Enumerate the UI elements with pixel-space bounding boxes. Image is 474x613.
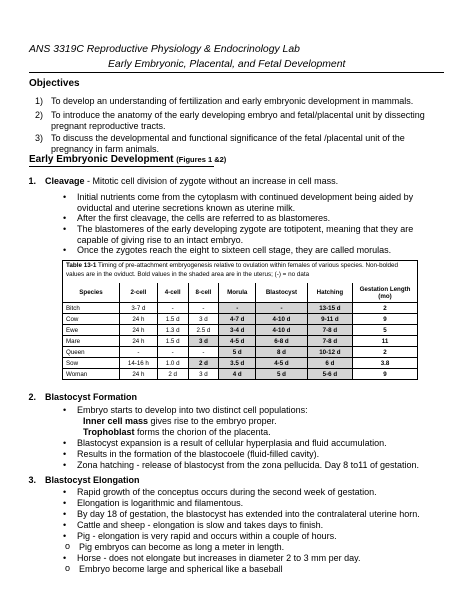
embryogenesis-table [62,260,418,380]
table-cell: 5 d [219,347,256,358]
term: Trophoblast [83,427,135,437]
bullet-item: • Embryo starts to develop into two distinct cell populations: [77,405,447,416]
objective-text: To discuss the developmental and functional significance of the fetal /placental unit of the pregnancy in farm animals. [51,133,405,154]
table-cell: 9 [353,369,418,380]
table-cell: 6 d [307,358,352,369]
bullet-item: • Cattle and sheep - elongation is slow and takes days to finish. [77,520,447,531]
table-cell: 24 h [120,314,158,325]
table-row [63,369,417,380]
table-cell: 24 h [120,369,158,380]
table-cell: 14-16 h [120,358,158,369]
objectives-heading: Objectives [29,78,80,89]
table-cell: - [188,303,219,314]
circle-bullet-icon: o [65,563,71,573]
item-title: Cleavage [45,176,85,186]
objective-item [35,96,443,107]
bullet-item: • Rapid growth of the conceptus occurs during the second week of gestation. [77,487,447,498]
sub-bullet-text: Pig embryos can become as long a meter in length. [79,542,285,552]
table-cell: 2 [353,347,418,358]
table-cell: 1.5 d [157,314,188,325]
bullet-item: • Pig - elongation is very rapid and occurs within a couple of hours. [77,531,447,542]
item-title: Blastocyst Formation [45,392,138,402]
bullet-item: • Blastocyst expansion is a result of cellular hyperplasia and fluid accumulation. [77,438,447,449]
table-cell: 1.0 d [157,358,188,369]
table-row [63,347,417,358]
table-cell: 4-5 d [219,336,256,347]
objective-number: 2) [35,110,44,120]
column-header: 8-cell [188,283,219,303]
header-divider [29,72,444,73]
table-caption-text: Timing of pre-attachment embryogenesis relative to ovulation within females of various species. Non-bolded values are in the oviduct. Bold values in the shaded area are in the uterus; (-) = no data [66,262,399,278]
table-cell: 1.3 d [157,325,188,336]
column-header: Hatching [307,283,352,303]
section-heading [29,154,226,165]
objective-number: 3) [35,133,44,143]
table-cell: - [157,347,188,358]
table-cell: - [219,303,256,314]
elongation-heading [14,475,140,485]
table-cell: 24 h [120,336,158,347]
item-number: 2. [28,392,36,402]
table-caption-label: Table 13-1 [66,262,97,269]
section-underline [29,166,214,167]
bullet-item: • Once the zygotes reach the eight to sixteen cell stage, they are called morulas. [77,245,447,256]
table-cell: 13-15 d [307,303,352,314]
table-cell: 4-10 d [256,314,308,325]
table-cell: 4-7 d [219,314,256,325]
table-cell: 5 [353,325,418,336]
table-cell: 4 d [219,369,256,380]
table-cell: 2.5 d [188,325,219,336]
objective-text: To introduce the anatomy of the early developing embryo and fetal/placental unit by dissecting pregnant reproductive tracts. [51,110,425,131]
table-cell: 5 d [256,369,308,380]
table-header-row [63,283,417,303]
table-caption [63,261,417,283]
definition: gives rise to the embryo proper. [148,416,277,426]
column-header: 4-cell [157,283,188,303]
table-cell: 3-4 d [219,325,256,336]
table-row [63,358,417,369]
column-header: 2-cell [120,283,158,303]
table-cell: 4-10 d [256,325,308,336]
objective-text: To develop an understanding of fertilization and early embryonic development in mammals. [51,96,414,106]
table-cell: 9-11 d [307,314,352,325]
table-cell: 5-6 d [307,369,352,380]
table-cell: 3.5 d [219,358,256,369]
sub-bullet-text: Embryo become large and spherical like a baseball [79,564,283,574]
data-table [63,283,417,379]
trophoblast-line [83,427,443,438]
table-cell: Bitch [63,303,120,314]
objective-item [35,110,443,131]
term: Inner cell mass [83,416,149,426]
table-cell: Queen [63,347,120,358]
table-cell: 3.8 [353,358,418,369]
table-cell: Woman [63,369,120,380]
table-cell: 24 h [120,325,158,336]
table-cell: 6-8 d [256,336,308,347]
table-cell: 3 d [188,314,219,325]
circle-bullet-icon: o [65,541,71,551]
table-cell: - [157,303,188,314]
table-row [63,303,417,314]
sub-bullet-item [65,563,439,575]
objective-item [35,133,443,154]
table-cell: Sow [63,358,120,369]
inner-cell-mass-line [83,416,443,427]
item-desc: - Mitotic cell division of zygote without an increase in cell mass. [84,176,339,186]
table-cell: Cow [63,314,120,325]
objective-number: 1) [35,96,44,106]
section-title: Early Embryonic Development [29,154,174,165]
sub-bullet-item [65,541,439,553]
table-row [63,314,417,325]
bullet-item: • After the first cleavage, the cells are referred to as blastomeres. [77,213,447,224]
column-header: Gestation Length (mo) [353,283,418,303]
bullet-item: • Elongation is logarithmic and filamentous. [77,498,447,509]
table-cell: - [188,347,219,358]
bullet-item: • The blastomeres of the early developing zygote are totipotent, meaning that they are capable of giving rise to an intact embryo. [77,224,447,245]
bullet-item: • Zona hatching - release of blastocyst from the zona pellucida. Day 8 to11 of gestation. [77,460,447,471]
bullet-item: • Initial nutrients come from the cytoplasm with continued development being aided by oviductal and uterine secretions known as uterine milk. [77,192,447,213]
table-cell: Ewe [63,325,120,336]
table-cell: 7-8 d [307,325,352,336]
table-cell: 3 d [188,369,219,380]
table-cell: 2 d [157,369,188,380]
bullet-item: • By day 18 of gestation, the blastocyst has extended into the contralateral uterine horn. [77,509,447,520]
course-title: ANS 3319C Reproductive Physiology & Endocrinology Lab [29,44,300,55]
table-cell: 2 d [188,358,219,369]
blastocyst-heading [14,392,137,402]
table-cell: 11 [353,336,418,347]
table-cell: - [256,303,308,314]
table-cell: 3-7 d [120,303,158,314]
table-cell: 7-8 d [307,336,352,347]
definition: forms the chorion of the placenta. [134,427,271,437]
table-cell: Mare [63,336,120,347]
column-header: Species [63,283,120,303]
section-figure-ref: (Figures 1 &2) [176,155,227,164]
table-row [63,325,417,336]
table-cell: 4-5 d [256,358,308,369]
table-cell: 1.5 d [157,336,188,347]
item-title: Blastocyst Elongation [45,475,140,485]
item-number: 1. [28,176,36,186]
lab-title: Early Embryonic, Placental, and Fetal Development [108,59,346,70]
table-cell: 2 [353,303,418,314]
item-number: 3. [28,475,36,485]
table-row [63,336,417,347]
bullet-item: • Horse - does not elongate but increases in diameter 2 to 3 mm per day. [77,553,447,564]
table-cell: - [120,347,158,358]
table-cell: 3 d [188,336,219,347]
bullet-item: • Results in the formation of the blastocoele (fluid-filled cavity). [77,449,447,460]
column-header: Morula [219,283,256,303]
table-cell: 9 [353,314,418,325]
table-cell: 8 d [256,347,308,358]
cleavage-heading [14,176,338,186]
table-cell: 10-12 d [307,347,352,358]
column-header: Blastocyst [256,283,308,303]
